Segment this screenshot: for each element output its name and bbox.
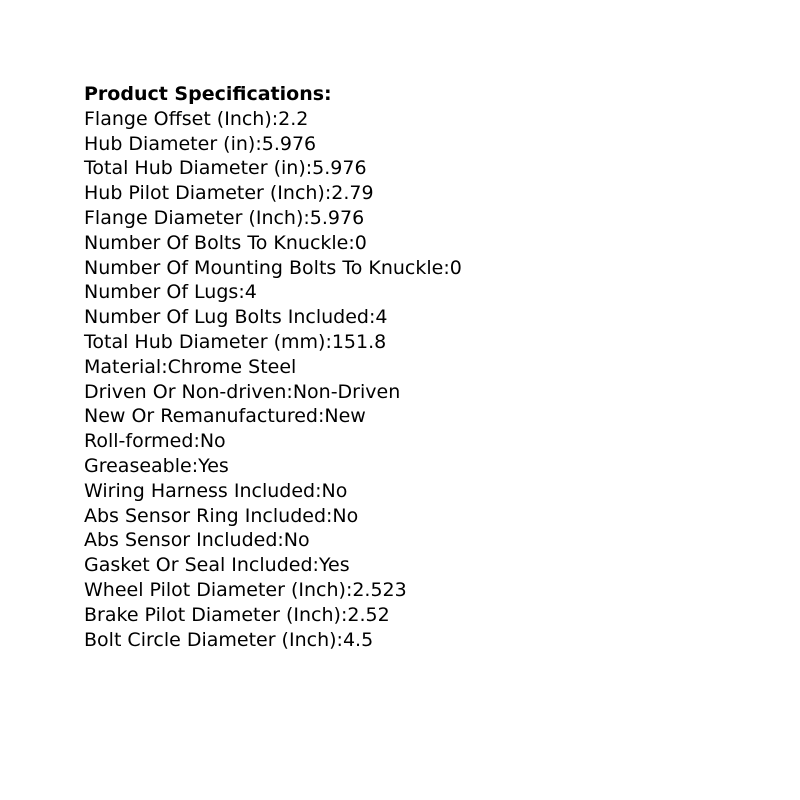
spec-row xyxy=(84,479,784,504)
spec-row xyxy=(84,404,784,429)
spec-label: Abs Sensor Ring Included xyxy=(84,504,327,527)
spec-separator: : xyxy=(303,206,310,229)
spec-value: 2.523 xyxy=(352,578,407,601)
spec-row xyxy=(84,280,784,305)
spec-label: Bolt Circle Diameter (Inch) xyxy=(84,628,337,651)
spec-label: Hub Pilot Diameter (Inch) xyxy=(84,182,325,205)
product-specifications xyxy=(84,82,784,652)
spec-label: Greaseable xyxy=(84,454,192,477)
spec-separator: : xyxy=(345,578,353,601)
spec-value: 5.976 xyxy=(261,132,317,155)
spec-value: 2.52 xyxy=(347,603,390,626)
spec-value: No xyxy=(332,504,359,527)
spec-separator: : xyxy=(324,182,332,205)
spec-row xyxy=(84,181,784,206)
spec-row xyxy=(84,330,784,355)
spec-separator: : xyxy=(336,628,343,651)
spec-label: Roll-formed xyxy=(84,430,194,453)
spec-separator: : xyxy=(161,355,168,378)
spec-value: Non-Driven xyxy=(292,380,401,403)
spec-row xyxy=(84,504,784,529)
spec-row xyxy=(84,156,784,181)
spec-value: 151.8 xyxy=(331,330,387,353)
spec-label: Wiring Harness Included xyxy=(84,479,316,502)
spec-row xyxy=(84,628,784,653)
spec-separator: : xyxy=(325,330,332,353)
spec-label: Total Hub Diameter (mm) xyxy=(84,330,326,353)
spec-row xyxy=(84,454,784,479)
spec-value: 5.976 xyxy=(309,206,365,229)
spec-label: Material xyxy=(84,355,162,378)
spec-row xyxy=(84,132,784,157)
spec-label: Number Of Bolts To Knuckle xyxy=(84,231,349,254)
spec-row xyxy=(84,603,784,628)
spec-separator: : xyxy=(326,504,333,527)
spec-value: No xyxy=(321,479,348,502)
spec-value: Chrome Steel xyxy=(167,355,297,378)
spec-label: Brake Pilot Diameter (Inch) xyxy=(84,603,341,626)
spec-separator: : xyxy=(238,281,245,304)
spec-row xyxy=(84,578,784,603)
spec-row xyxy=(84,231,784,256)
spec-label: Number Of Lug Bolts Included xyxy=(84,306,369,329)
spec-label: Hub Diameter (in) xyxy=(84,132,256,155)
spec-label: Driven Or Non-driven xyxy=(84,380,287,403)
spec-label: Number Of Lugs xyxy=(84,281,239,304)
spec-separator: : xyxy=(317,405,325,428)
spec-label: New Or Remanufactured xyxy=(84,405,318,428)
spec-value: 2.79 xyxy=(331,182,374,205)
spec-label: Flange Offset (Inch) xyxy=(84,107,272,130)
spec-value: 5.976 xyxy=(312,157,367,180)
spec-value: No xyxy=(283,529,310,552)
spec-value: 4 xyxy=(375,306,388,329)
spec-separator: : xyxy=(191,454,199,477)
spec-value: 0 xyxy=(354,231,367,254)
spec-separator: : xyxy=(369,306,376,329)
spec-row xyxy=(84,107,784,132)
spec-label: Wheel Pilot Diameter (Inch) xyxy=(84,578,346,601)
spec-value: Yes xyxy=(198,454,229,477)
spec-row xyxy=(84,380,784,405)
spec-list xyxy=(84,107,784,653)
spec-row xyxy=(84,206,784,231)
spec-value: Yes xyxy=(318,554,350,577)
spec-separator: : xyxy=(277,529,284,552)
specifications-title: Product Specifications: xyxy=(84,83,332,105)
spec-separator: : xyxy=(348,231,355,254)
spec-value: 0 xyxy=(449,256,462,279)
spec-separator: : xyxy=(312,554,319,577)
spec-value: 2.2 xyxy=(278,107,309,130)
spec-label: Abs Sensor Included xyxy=(84,529,278,552)
spec-label: Total Hub Diameter (in) xyxy=(84,157,306,180)
spec-separator: : xyxy=(286,380,293,403)
spec-row xyxy=(84,355,784,380)
spec-row xyxy=(84,256,784,281)
spec-separator: : xyxy=(255,132,262,155)
spec-separator: : xyxy=(305,157,313,180)
spec-value: New xyxy=(324,405,366,428)
spec-row xyxy=(84,429,784,454)
spec-row xyxy=(84,528,784,553)
spec-value: No xyxy=(199,430,226,453)
spec-separator: : xyxy=(271,107,279,130)
spec-separator: : xyxy=(443,256,450,279)
spec-separator: : xyxy=(340,603,348,626)
spec-value: 4.5 xyxy=(342,628,374,651)
spec-separator: : xyxy=(193,430,200,453)
spec-separator: : xyxy=(315,479,322,502)
spec-label: Flange Diameter (Inch) xyxy=(84,206,304,229)
spec-row xyxy=(84,553,784,578)
spec-value: 4 xyxy=(244,281,257,304)
spec-label: Gasket Or Seal Included xyxy=(84,554,313,577)
spec-label: Number Of Mounting Bolts To Knuckle xyxy=(84,256,444,279)
spec-row xyxy=(84,305,784,330)
